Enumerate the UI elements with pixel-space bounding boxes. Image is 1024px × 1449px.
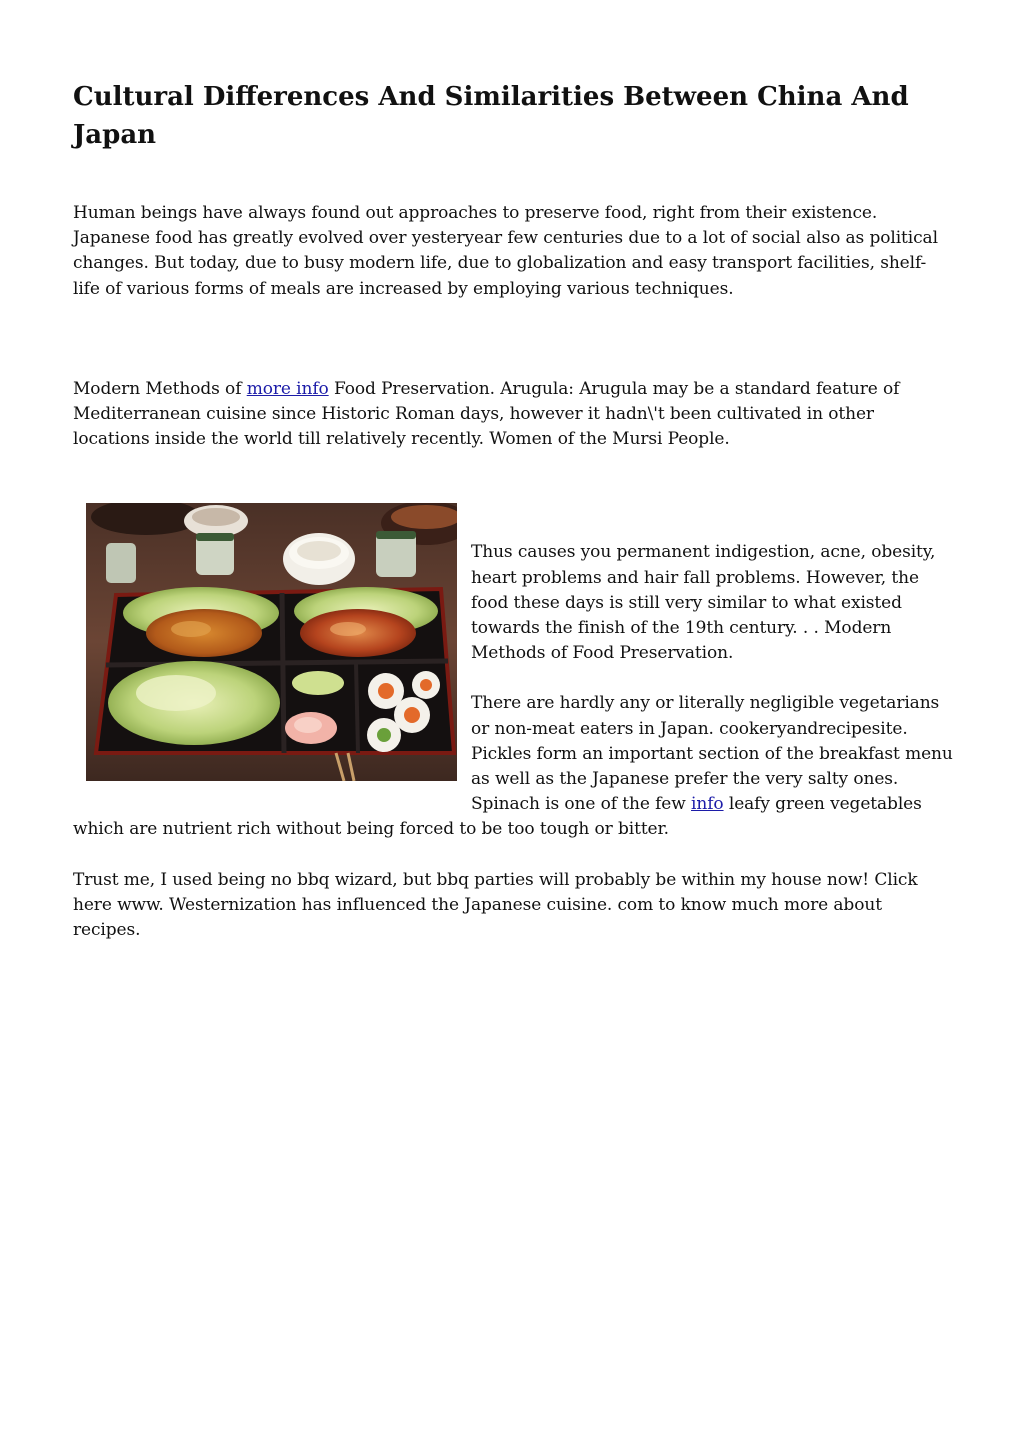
more-info-link[interactable]: more info — [246, 378, 329, 399]
paragraph-2-text-start: Modern Methods of — [73, 378, 247, 399]
paragraph-1: Human beings have always found out approaches to preserve food, right from their existence. Japanese food has greatly evolved over yesteryear few centuries due to a lot of social also as political changes. But today, due to busy modern life, due to globalization and easy transport facilities, shelf-life of various forms of meals are increased by employing various techniques. — [73, 203, 938, 299]
article-title: Cultural Differences And Similarities Between China And Japan — [73, 82, 909, 150]
paragraph-3: Thus causes you permanent indigestion, acne, obesity, heart problems and hair fall problems. However, the food these days is still very similar to what existed towards the finish of the 19th century. . . Modern Methods of Food Preservation. — [471, 542, 936, 664]
document-page — [73, 78, 953, 943]
bento-box-photo — [86, 503, 457, 781]
figure-block — [73, 491, 953, 842]
paragraph-2-text-end: Food Preservation. Arugula: Arugula may be a standard feature of Mediterranean cuisine since Historic Roman days, however it hadn\'t been cultivated in other locations inside the world till relatively recently. Women of the Mursi People. — [73, 378, 900, 450]
paragraph-4-text-start: There are hardly any or literally negligible vegetarians or non-meat eaters in Japan. cookeryandrecipesite. Pickles form an important section of the breakfast menu as well as the Japanese prefer the very salty ones. Spinach is one of the few — [471, 693, 953, 815]
paragraph-2 — [73, 377, 953, 453]
paragraph-4-text-end: leafy green vegetables which are nutrient rich without being forced to be too tough or bitter. — [73, 794, 922, 840]
info-link[interactable]: info — [691, 794, 724, 815]
paragraph-5: Trust me, I used being no bbq wizard, but bbq parties will probably be within my house now! Click here www. Westernization has influenced the Japanese cuisine. com to know much more about recipes. — [73, 869, 918, 941]
